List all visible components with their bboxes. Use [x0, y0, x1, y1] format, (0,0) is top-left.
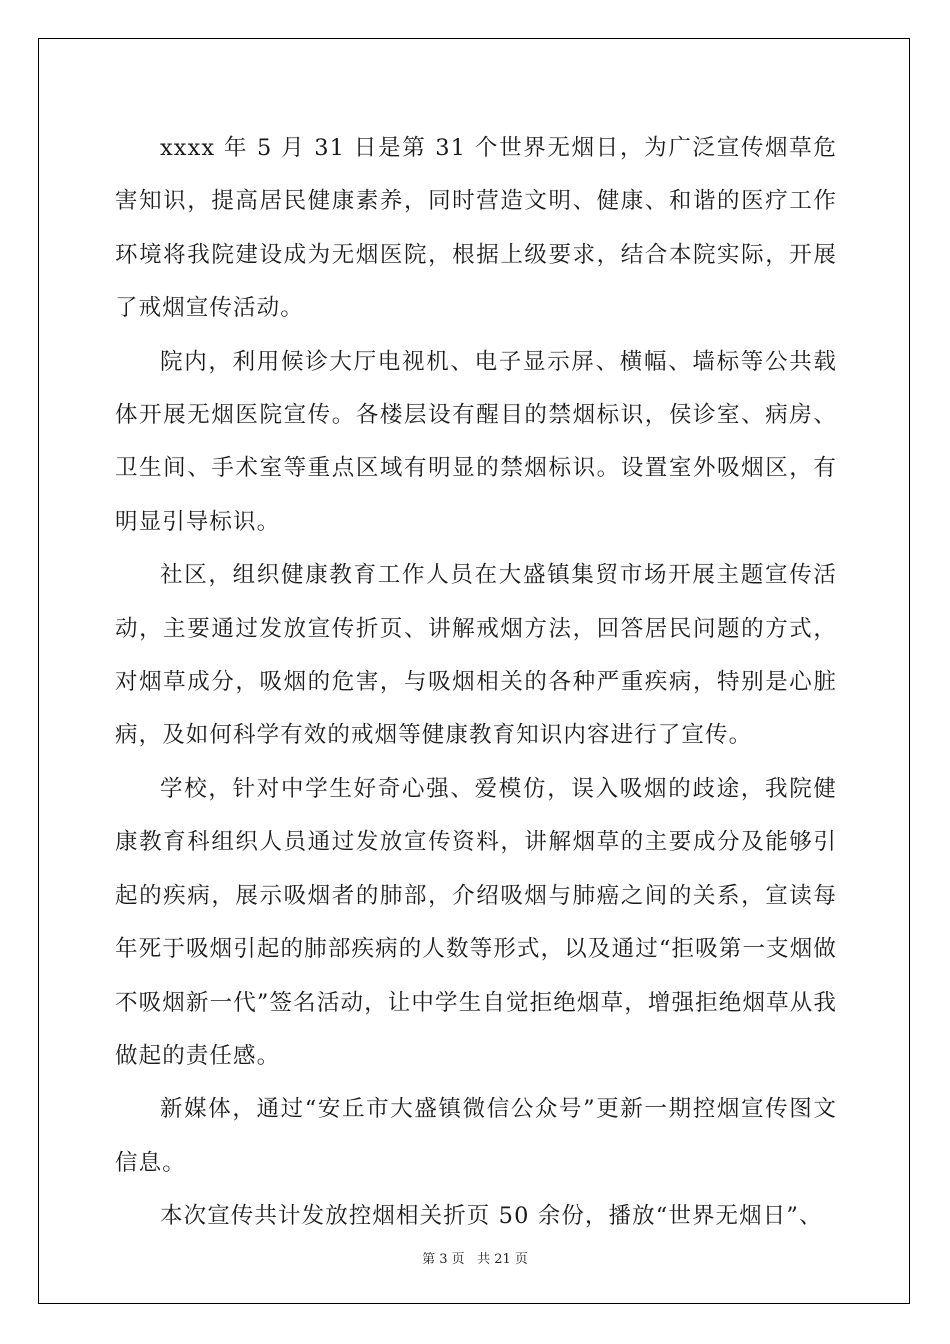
paragraph-community: 社区，组织健康教育工作人员在大盛镇集贸市场开展主题宣传活动，主要通过发放宣传折页、讲解戒烟方法，回答居民问题的方式，对烟草成分，吸烟的危害，与吸烟相关的各种严重疾病，特别是心脏病，及如何科学有效的戒烟等健康教育知识内容进行了宣传。 — [115, 562, 837, 749]
paragraph-summary: 本次宣传共计发放控烟相关折页 50 余份，播放“世界无烟日”、 — [160, 1203, 823, 1230]
document-body — [115, 122, 837, 1244]
paragraph-hospital: 院内，利用候诊大厅电视机、电子显示屏、横幅、墙标等公共载体开展无烟医院宣传。各楼层设有醒目的禁烟标识，侯诊室、病房、卫生间、手术室等重点区域有明显的禁烟标识。设置室外吸烟区，有明显引导标识。 — [115, 348, 837, 535]
paragraph-intro: xxxx 年 5 月 31 日是第 31 个世界无烟日，为广泛宣传烟草危害知识，提高居民健康素养，同时营造文明、健康、和谐的医疗工作环境将我院建设成为无烟医院，根据上级要求，结合本院实际，开展了戒烟宣传活动。 — [115, 135, 837, 322]
page-total: 共 21 页 — [477, 1252, 528, 1267]
paragraph-new-media: 新媒体，通过“安丘市大盛镇微信公众号”更新一期控烟宣传图文信息。 — [115, 1096, 837, 1176]
page-footer — [0, 1248, 950, 1267]
page-number: 第 3 页 — [422, 1252, 465, 1267]
paragraph-school: 学校，针对中学生好奇心强、爱模仿，误入吸烟的歧途，我院健康教育科组织人员通过发放宣传资料，讲解烟草的主要成分及能够引起的疾病，展示吸烟者的肺部，介绍吸烟与肺癌之间的关系，宣读每年死于吸烟引起的肺部疾病的人数等形式，以及通过“拒吸第一支烟做不吸烟新一代”签名活动，让中学生自觉拒绝烟草，增强拒绝烟草从我做起的责任感。 — [115, 775, 837, 1069]
